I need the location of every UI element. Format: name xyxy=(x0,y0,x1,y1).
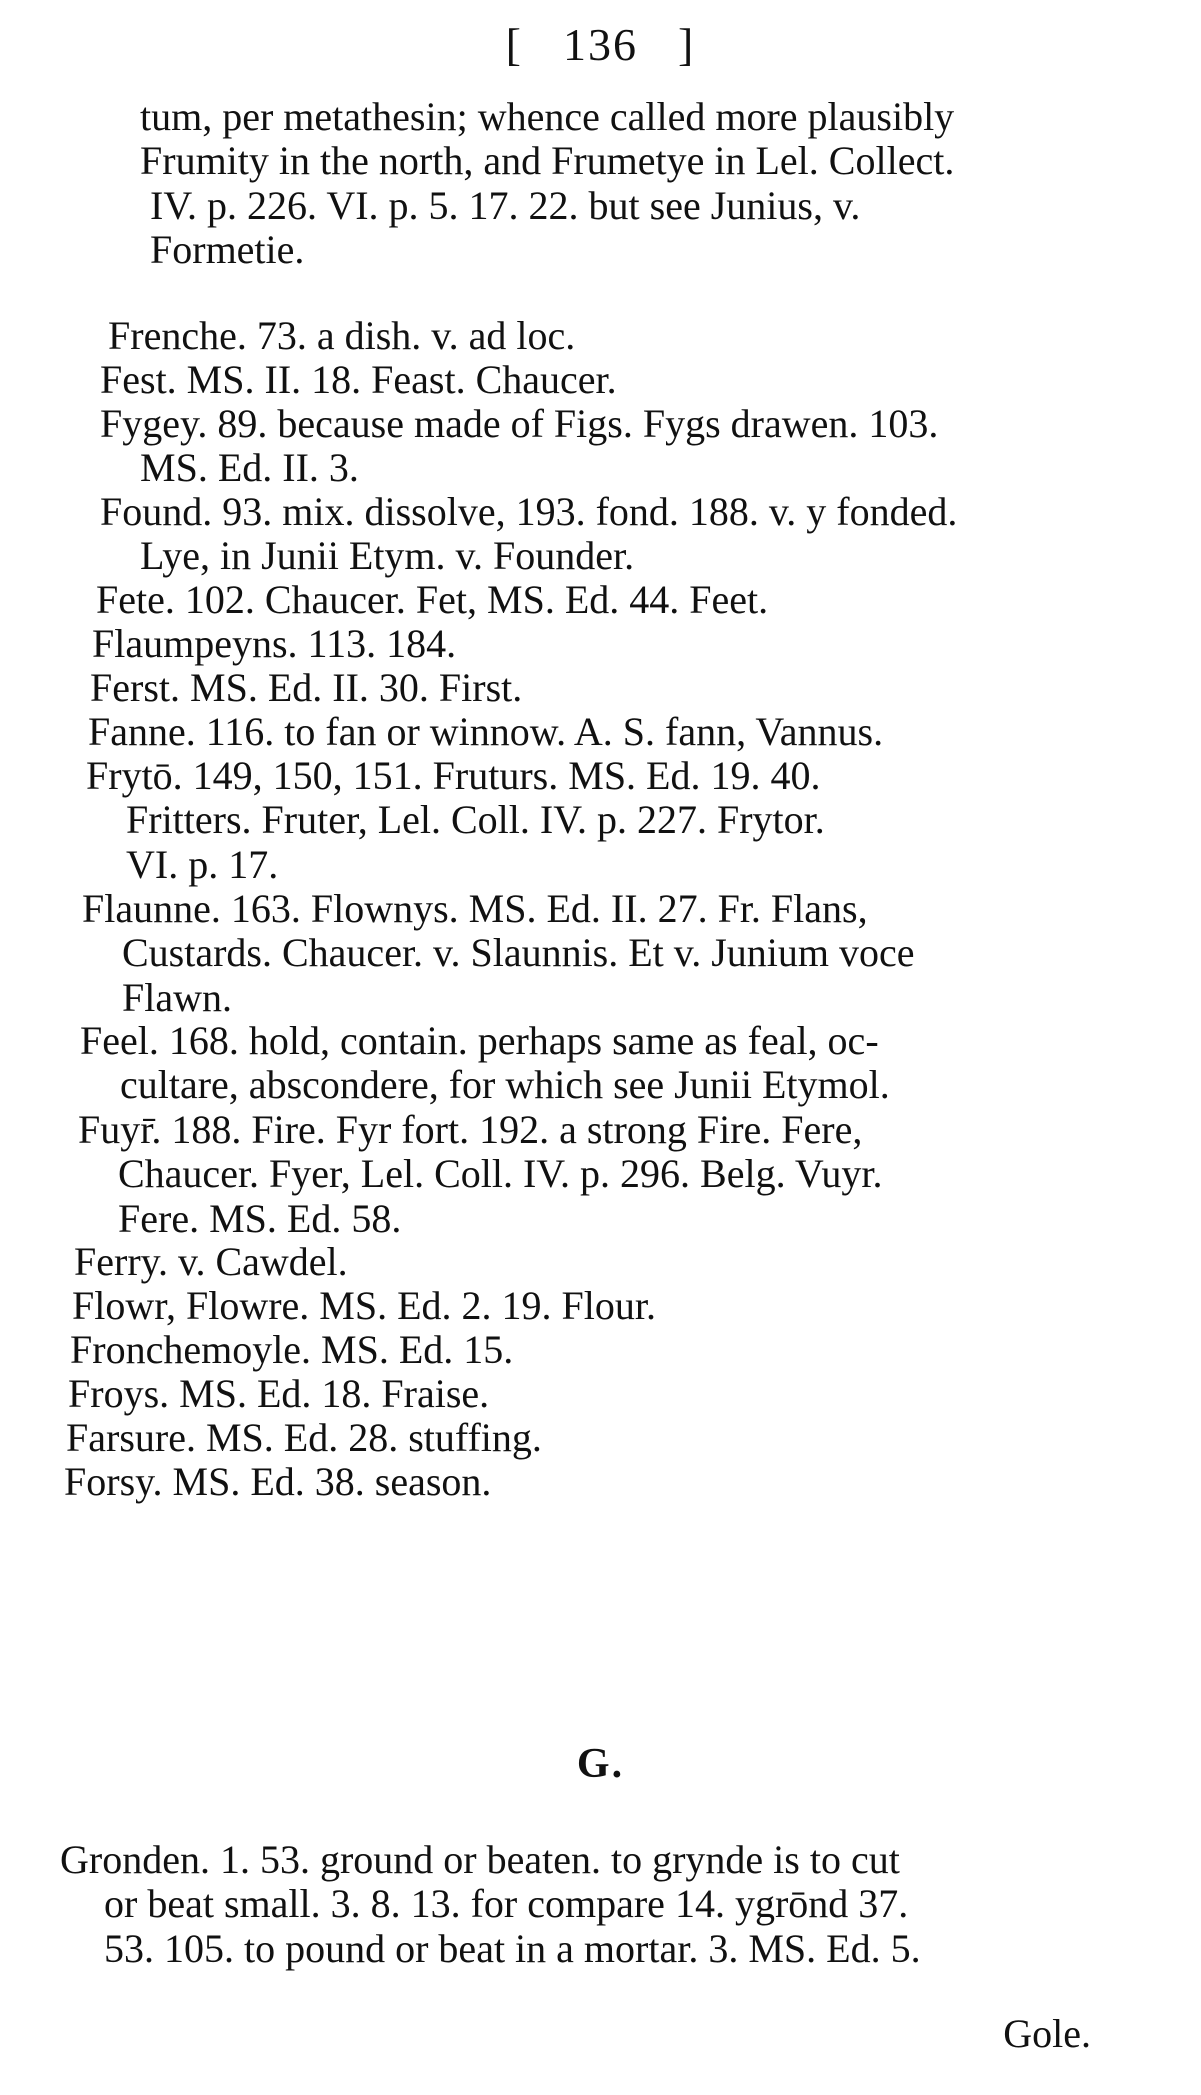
entry-line: Fete. 102. Chaucer. Fet, MS. Ed. 44. Feet. xyxy=(96,577,769,622)
entry-line: cultare, abscondere, for which see Junii Etymol. xyxy=(120,1062,890,1108)
entry-line: Farsure. MS. Ed. 28. stuffing. xyxy=(66,1415,542,1460)
entry-line: Found. 93. mix. dissolve, 193. fond. 188. v. y fonded. xyxy=(100,489,958,534)
entry-line: Frumity in the north, and Frumetye in Lel. Collect. xyxy=(140,138,955,184)
entry-line: Fanne. 116. to fan or winnow. A. S. fann, Vannus. xyxy=(88,709,884,754)
entry-line: Flowr, Flowre. MS. Ed. 2. 19. Flour. xyxy=(72,1283,657,1328)
entry-line: Fere. MS. Ed. 58. xyxy=(118,1195,402,1241)
entry-line: Flawn. xyxy=(122,974,232,1020)
entry-line: Fygey. 89. because made of Figs. Fygs drawen. 103. xyxy=(100,401,939,446)
entry-line: Lye, in Junii Etym. v. Founder. xyxy=(140,533,635,579)
entry-line: MS. Ed. II. 3. xyxy=(140,445,359,491)
entry-line: Ferry. v. Cawdel. xyxy=(74,1239,348,1284)
header-open-bracket: [ xyxy=(505,19,523,70)
entry-line: VI. p. 17. xyxy=(126,841,279,887)
entry-line: Flaumpeyns. 113. 184. xyxy=(92,621,457,666)
catchword: Gole. xyxy=(1003,2011,1091,2056)
entry-line: Ferst. MS. Ed. II. 30. First. xyxy=(90,665,523,710)
entry-line: Fritters. Fruter, Lel. Coll. IV. p. 227. Frytor. xyxy=(126,797,825,843)
section-heading: G. xyxy=(576,1741,625,1787)
header-close-bracket: ] xyxy=(678,19,696,70)
entry-line: Formetie. xyxy=(150,226,305,272)
entry-line: Fronchemoyle. MS. Ed. 15. xyxy=(70,1327,514,1372)
g-entry-line: Gronden. 1. 53. ground or beaten. to grynde is to cut xyxy=(60,1837,900,1882)
g-entry-line: or beat small. 3. 8. 13. for compare 14. ygrōnd 37. xyxy=(104,1881,909,1927)
page-number: 136 xyxy=(563,19,638,70)
entry-line: Frenche. 73. a dish. v. ad loc. xyxy=(108,313,576,358)
entry-line: Froys. MS. Ed. 18. Fraise. xyxy=(68,1371,490,1416)
entry-line: Flaunne. 163. Flownys. MS. Ed. II. 27. Fr. Flans, xyxy=(82,886,868,931)
entry-line: IV. p. 226. VI. p. 5. 17. 22. but see Junius, v. xyxy=(150,182,861,228)
entry-line: Frytō. 149, 150, 151. Fruturs. MS. Ed. 19. 40. xyxy=(86,753,821,798)
entry-line: Fest. MS. II. 18. Feast. Chaucer. xyxy=(100,357,617,402)
entry-line: Fuyr̄. 188. Fire. Fyr fort. 192. a strong Fire. Fere, xyxy=(78,1107,863,1152)
entry-line: Feel. 168. hold, contain. perhaps same as feal, oc- xyxy=(80,1018,879,1063)
entry-line: Custards. Chaucer. v. Slaunnis. Et v. Junium voce xyxy=(122,930,915,976)
entry-line: Chaucer. Fyer, Lel. Coll. IV. p. 296. Belg. Vuyr. xyxy=(118,1151,883,1197)
entry-line: Forsy. MS. Ed. 38. season. xyxy=(64,1459,492,1504)
g-entry-line: 53. 105. to pound or beat in a mortar. 3. MS. Ed. 5. xyxy=(104,1925,921,1971)
page-header xyxy=(0,19,1201,70)
entry-line: tum, per metathesin; whence called more plausibly xyxy=(140,94,955,139)
